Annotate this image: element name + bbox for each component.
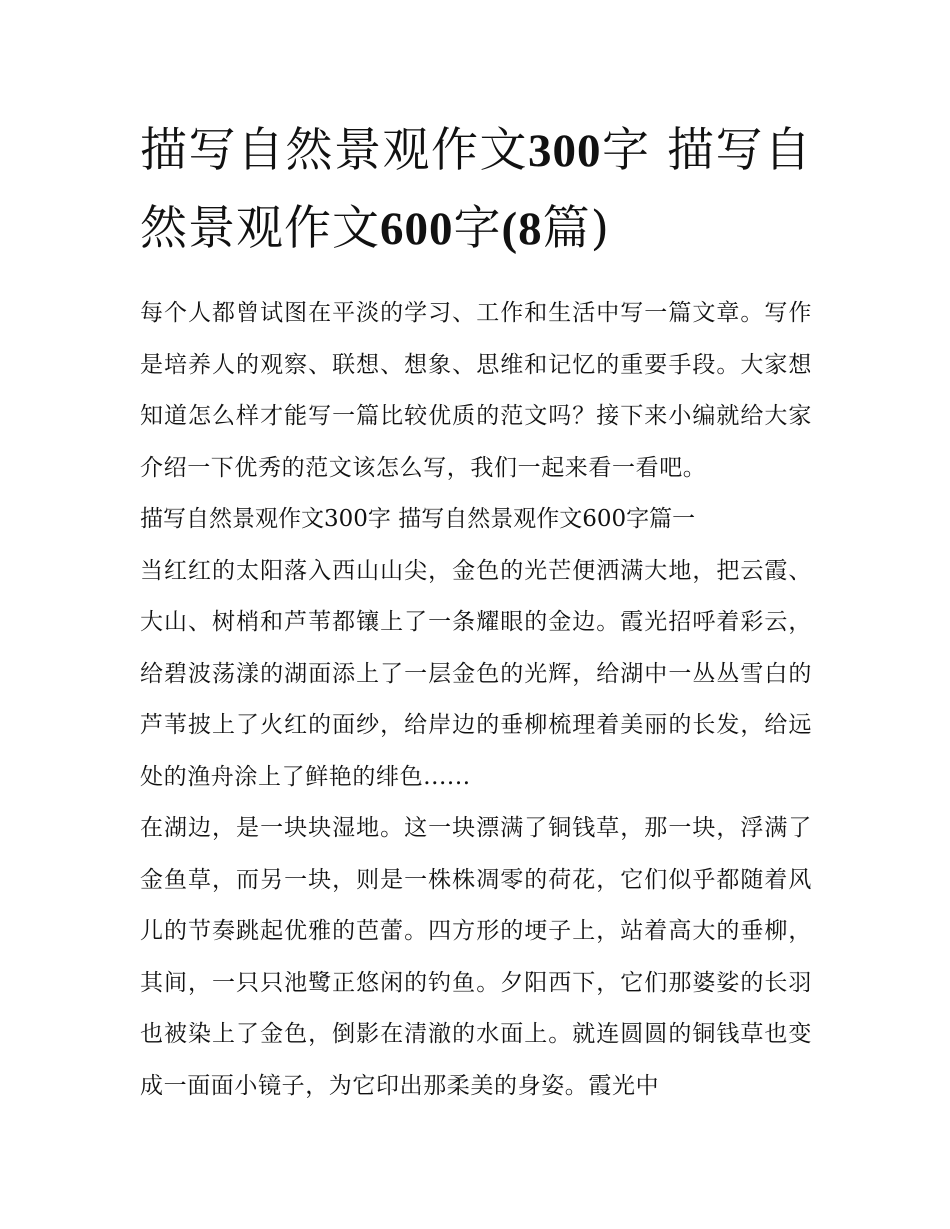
document-page <box>140 112 812 1112</box>
title-part: 字 描写自然景观作文 <box>140 123 812 256</box>
title-part: 600 <box>380 203 454 255</box>
title-part: 300 <box>528 125 602 177</box>
document-title <box>140 112 812 268</box>
title-part: 字 <box>453 201 502 256</box>
section-heading: 描写自然景观作文300字 描写自然景观作文600字篇一 <box>140 506 696 532</box>
document-body <box>140 288 812 1112</box>
title-part: 篇) <box>542 201 610 256</box>
title-part: 描写自然景观作文 <box>140 123 529 178</box>
body-paragraph: 在湖边，是一块块湿地。这一块漂满了铜钱草，那一块，浮满了金鱼草，而另一块，则是一株株凋零的荷花，它们似乎都随着风儿的节奏跳起优雅的芭蕾。四方形的埂子上，站着高大的垂柳，其间，一只只池鹭正悠闲的钓鱼。夕阳西下，它们那婆娑的长羽也被染上了金色，倒影在清澈的水面上。就连圆圆的铜钱草也变成一面面小镜子，为它印出那柔美的身姿。霞光中 <box>140 815 812 1099</box>
body-paragraph: 当红红的太阳落入西山山尖，金色的光芒便洒满大地，把云霞、大山、树梢和芦苇都镶上了一条耀眼的金边。霞光招呼着彩云，给碧波荡漾的湖面添上了一层金色的光辉，给湖中一丛丛雪白的芦苇披上了火红的面纱，给岸边的垂柳梳理着美丽的长发，给远处的渔舟涂上了鲜艳的绯色...... <box>140 557 812 790</box>
intro-paragraph: 每个人都曾试图在平淡的学习、工作和生活中写一篇文章。写作是培养人的观察、联想、想象、思维和记忆的重要手段。大家想知道怎么样才能写一篇比较优质的范文吗？接下来小编就给大家介绍一下优秀的范文该怎么写，我们一起来看一看吧。 <box>140 300 812 481</box>
title-part: (8 <box>501 203 543 255</box>
